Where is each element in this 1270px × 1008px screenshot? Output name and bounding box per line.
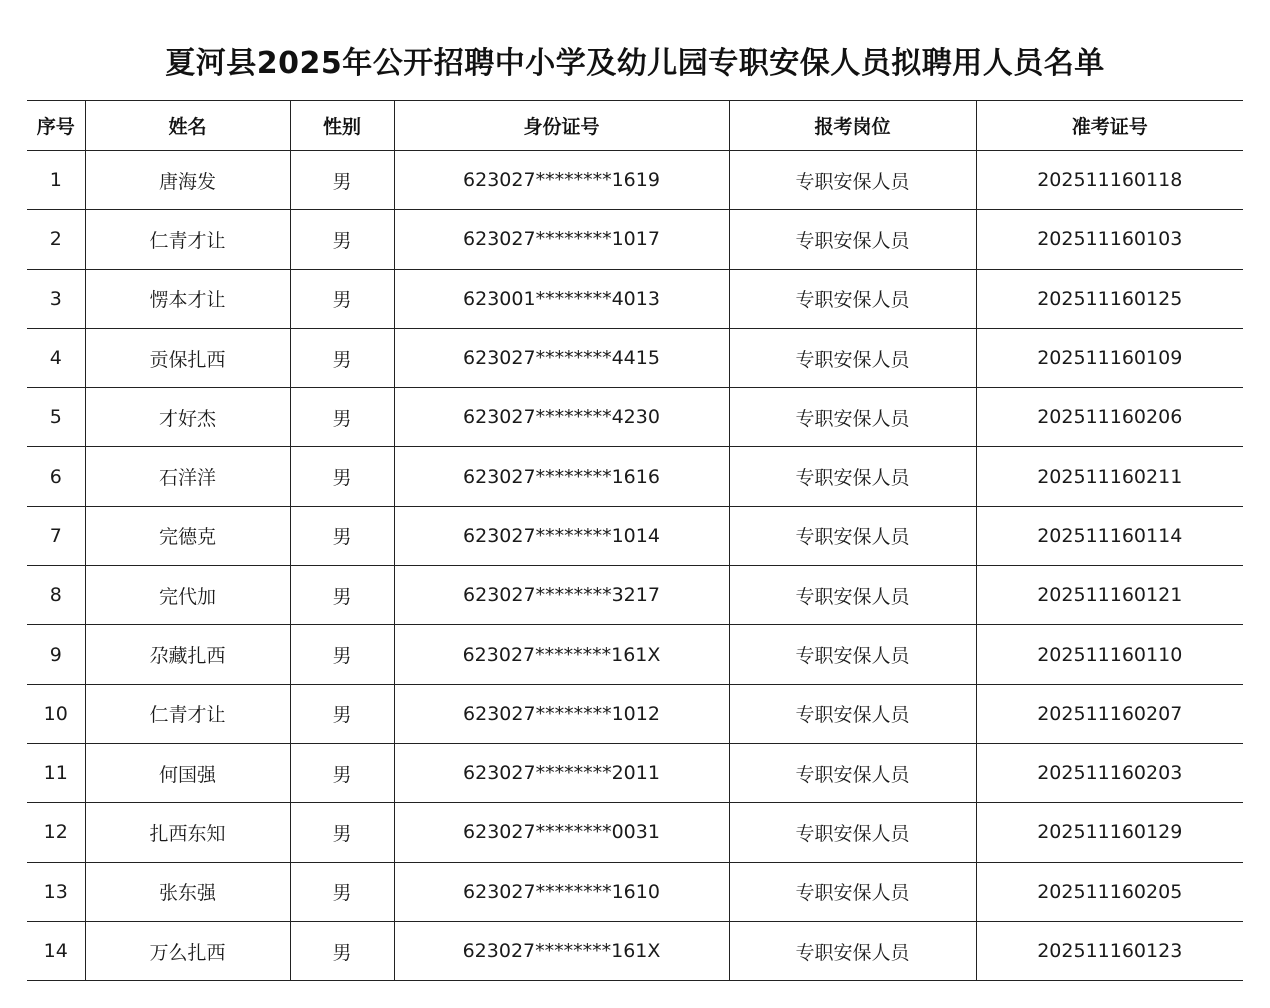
cell-sex: 男 [290, 210, 394, 269]
cell-ticket: 202511160203 [976, 743, 1243, 802]
cell-position: 专职安保人员 [729, 862, 976, 921]
cell-sex: 男 [290, 921, 394, 980]
cell-name: 石洋洋 [85, 447, 290, 506]
cell-position: 专职安保人员 [729, 566, 976, 625]
cell-ticket: 202511160206 [976, 388, 1243, 447]
cell-no: 11 [27, 743, 85, 802]
cell-ticket: 202511160125 [976, 269, 1243, 328]
table-row [27, 743, 1243, 802]
cell-ticket: 202511160109 [976, 328, 1243, 387]
document [27, 28, 1243, 981]
cell-id: 623027********4415 [394, 328, 729, 387]
cell-id: 623027********1012 [394, 684, 729, 743]
cell-sex: 男 [290, 388, 394, 447]
header-sex: 性别 [290, 101, 394, 151]
cell-sex: 男 [290, 625, 394, 684]
document-title: 夏河县2025年公开招聘中小学及幼儿园专职安保人员拟聘用人员名单 [165, 46, 1105, 81]
cell-no: 8 [27, 566, 85, 625]
cell-position: 专职安保人员 [729, 684, 976, 743]
table-row [27, 328, 1243, 387]
cell-id: 623027********1619 [394, 151, 729, 210]
header-position: 报考岗位 [729, 101, 976, 151]
cell-sex: 男 [290, 862, 394, 921]
cell-name: 愣本才让 [85, 269, 290, 328]
cell-name: 张东强 [85, 862, 290, 921]
cell-no: 9 [27, 625, 85, 684]
table-row [27, 921, 1243, 980]
cell-id: 623027********161X [394, 921, 729, 980]
cell-sex: 男 [290, 269, 394, 328]
cell-no: 6 [27, 447, 85, 506]
cell-ticket: 202511160114 [976, 506, 1243, 565]
table-row [27, 151, 1243, 210]
table-row [27, 388, 1243, 447]
header-id: 身份证号 [394, 101, 729, 151]
cell-sex: 男 [290, 684, 394, 743]
table-row [27, 506, 1243, 565]
table-row [27, 862, 1243, 921]
cell-no: 1 [27, 151, 85, 210]
cell-id: 623027********1014 [394, 506, 729, 565]
cell-name: 贡保扎西 [85, 328, 290, 387]
cell-position: 专职安保人员 [729, 625, 976, 684]
cell-position: 专职安保人员 [729, 803, 976, 862]
cell-sex: 男 [290, 743, 394, 802]
cell-position: 专职安保人员 [729, 151, 976, 210]
table-row [27, 447, 1243, 506]
cell-id: 623027********1616 [394, 447, 729, 506]
cell-name: 仁青才让 [85, 210, 290, 269]
cell-position: 专职安保人员 [729, 447, 976, 506]
cell-name: 完德克 [85, 506, 290, 565]
cell-no: 2 [27, 210, 85, 269]
cell-name: 仁青才让 [85, 684, 290, 743]
cell-sex: 男 [290, 803, 394, 862]
header-no: 序号 [27, 101, 85, 151]
cell-no: 3 [27, 269, 85, 328]
cell-id: 623027********3217 [394, 566, 729, 625]
cell-name: 扎西东知 [85, 803, 290, 862]
cell-sex: 男 [290, 506, 394, 565]
cell-position: 专职安保人员 [729, 210, 976, 269]
cell-name: 何国强 [85, 743, 290, 802]
cell-id: 623027********0031 [394, 803, 729, 862]
cell-position: 专职安保人员 [729, 921, 976, 980]
cell-position: 专职安保人员 [729, 743, 976, 802]
cell-no: 10 [27, 684, 85, 743]
cell-position: 专职安保人员 [729, 328, 976, 387]
cell-id: 623027********1017 [394, 210, 729, 269]
cell-ticket: 202511160211 [976, 447, 1243, 506]
cell-ticket: 202511160205 [976, 862, 1243, 921]
cell-ticket: 202511160207 [976, 684, 1243, 743]
cell-no: 13 [27, 862, 85, 921]
cell-name: 尕藏扎西 [85, 625, 290, 684]
table-row [27, 269, 1243, 328]
table-row [27, 625, 1243, 684]
header-ticket: 准考证号 [976, 101, 1243, 151]
cell-id: 623001********4013 [394, 269, 729, 328]
personnel-table [27, 100, 1243, 981]
cell-ticket: 202511160123 [976, 921, 1243, 980]
table-row [27, 684, 1243, 743]
cell-name: 才好杰 [85, 388, 290, 447]
table-row [27, 210, 1243, 269]
cell-position: 专职安保人员 [729, 269, 976, 328]
cell-ticket: 202511160129 [976, 803, 1243, 862]
cell-id: 623027********1610 [394, 862, 729, 921]
cell-position: 专职安保人员 [729, 506, 976, 565]
table-body [27, 151, 1243, 981]
cell-ticket: 202511160121 [976, 566, 1243, 625]
table-row [27, 566, 1243, 625]
cell-no: 5 [27, 388, 85, 447]
cell-name: 唐海发 [85, 151, 290, 210]
cell-no: 12 [27, 803, 85, 862]
table-header-row [27, 101, 1243, 151]
cell-sex: 男 [290, 447, 394, 506]
cell-sex: 男 [290, 328, 394, 387]
cell-no: 4 [27, 328, 85, 387]
cell-sex: 男 [290, 566, 394, 625]
cell-ticket: 202511160110 [976, 625, 1243, 684]
cell-position: 专职安保人员 [729, 388, 976, 447]
cell-id: 623027********161X [394, 625, 729, 684]
cell-no: 14 [27, 921, 85, 980]
cell-sex: 男 [290, 151, 394, 210]
table-row [27, 803, 1243, 862]
cell-name: 万么扎西 [85, 921, 290, 980]
cell-no: 7 [27, 506, 85, 565]
cell-ticket: 202511160118 [976, 151, 1243, 210]
cell-ticket: 202511160103 [976, 210, 1243, 269]
cell-id: 623027********4230 [394, 388, 729, 447]
cell-name: 完代加 [85, 566, 290, 625]
cell-id: 623027********2011 [394, 743, 729, 802]
header-name: 姓名 [85, 101, 290, 151]
